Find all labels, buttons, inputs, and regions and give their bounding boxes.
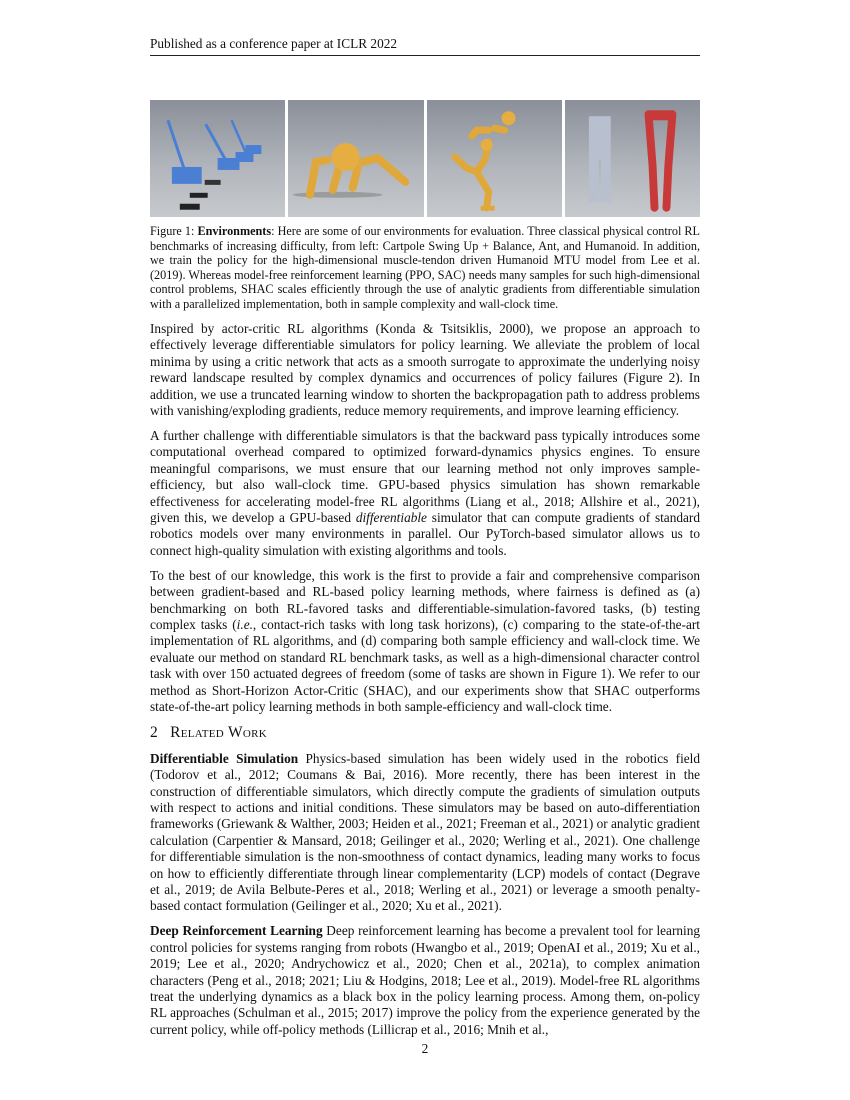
paragraph-title: Deep Reinforcement Learning xyxy=(150,923,323,939)
paragraph: Inspired by actor-critic RL algorithms (Konda & Tsitsiklis, 2000), we propose an approach to effectively leverage differentiable simulators for policy learning. We alleviate the problem of local minima by using a critic network that acts as a smooth surrogate to approximate the underlying noisy reward landscape resulted by complex dynamics and occurrences of policy failures (Figure 2). In addition, we use a truncated learning window to shorten the backpropagation path to address problems with vanishing/exploding gradients, reduce memory requirements, and improve learning efficiency. xyxy=(150,321,700,419)
text-span: Physics-based simulation has been widely used in the robotics field (Todorov et al., 2012; Coumans & Bai, 2016). More recently, there has been interest in the construction of differentiable simulators, which directly compute the gradients of simulation outputs with respect to actions and initial conditions. These simulators may be based on auto-differentiation frameworks (Griewank & Walther, 2003; Heiden et al., 2021; Freeman et al., 2021) or analytic gradient calculation (Carpentier & Mansard, 2018; Geilinger et al., 2020; Werling et al., 2021). One challenge for differentiable simulation is the non-smoothness of contact dynamics, leading many works to focus on how to efficiently differentiate through linear complementarity (LCP) models of contact (Degrave et al., 2019; de Avila Belbute-Peres et al., 2018; Werling et al., 2021) or leverage a smooth penalty-based contact formulation (Geilinger et al., 2020; Xu et al., 2021). xyxy=(150,750,701,914)
page-number: 2 xyxy=(421,1041,429,1056)
text-span: , contact-rich tasks with long task horizons), (c) comparing to the state-of-the-art implementation of RL algorithms, and (d) comparing both sample efficiency and wall-clock time. We evaluate our method on standard RL benchmark tasks, as well as a high-dimensional character control task with over 150 actuated degrees of freedom (some of tasks are shown in Figure 1). We refer to our method as Short-Horizon Actor-Critic (SHAC), and our experiments show that SHAC outperforms state-of-the-art policy learning methods in both sample-efficiency and wall-clock time. xyxy=(150,616,700,714)
ant-illustration xyxy=(288,100,423,217)
paragraph xyxy=(150,568,700,716)
humanoid-image xyxy=(427,100,562,217)
header-rule xyxy=(150,55,700,56)
emphasis: i.e. xyxy=(236,616,253,632)
section-title: Related Work xyxy=(170,724,267,742)
body-text xyxy=(150,321,700,1047)
caption-text: : Here are some of our environments for evaluation. Three classical physical control RL benchmarks of increasing difficulty, from left: Cartpole Swing Up + Balance, Ant, and Humanoid. In addition, we train the policy for the high-dimensional muscle-tendon driven Humanoid MTU model from Lee et al. (2019). Whereas model-free reinforcement learning (PPO, SAC) needs many samples for such high-dimensional control problems, SHAC scales efficiently through the use of analytic gradients from differentiable simulation with a parallelized implementation, both in sample complexity and wall-clock time. xyxy=(150,224,700,311)
cartpole-illustration xyxy=(150,100,285,217)
paragraph xyxy=(150,428,700,559)
text-span: To the best of our knowledge, this work is the first to provide a fair and comprehensive comparison between gradient-based and RL-based policy learning methods, where fairness is defined as (a) benchmarking on both RL-favored tasks and differentiable-simulation-favored tasks, (b) testing complex tasks ( xyxy=(150,567,700,632)
paragraph xyxy=(150,923,700,1038)
text-span: A further challenge with differentiable simulators is that the backward pass typically introduces some computational overhead compared to optimized forward-dynamics physics engines. To ensure meaningful comparisons, we must ensure that our learning method not only improves sample-efficiency, but also wall-clock time. GPU-based physics simulation has shown remarkable effectiveness for accelerating model-free RL algorithms (Liang et al., 2018; Allshire et al., 2021), given this, we develop a GPU-based xyxy=(150,427,700,525)
humanoid-mtu-image xyxy=(565,100,700,217)
emphasis: differentiable xyxy=(355,509,427,525)
text-span: simulator that can compute gradients of standard robotics models over many environments in parallel. Our PyTorch-based simulator allows us to connect high-quality simulation with existing algorithms and tools. xyxy=(150,509,700,558)
cartpole-image xyxy=(150,100,285,217)
ant-image xyxy=(288,100,423,217)
section-heading xyxy=(150,725,700,741)
section-number: 2 xyxy=(150,724,159,742)
paragraph-title: Differentiable Simulation xyxy=(150,750,299,766)
figure-1 xyxy=(150,100,700,217)
text-span: Deep reinforcement learning has become a prevalent tool for learning control policies for systems ranging from robots (Hwangbo et al., 2019; OpenAI et al., 2019; Xu et al., 2019; Lee et al., 2020; Andrychowicz et al., 2020; Chen et al., 2021a), to complex animation characters (Peng et al., 2018; 2021; Liu & Hodgins, 2018; Lee et al., 2019). Model-free RL algorithms treat the underlying dynamics as a black box in the policy learning process. Among them, on-policy RL approaches (Schulman et al., 2015; 2017) improve the policy from the experience generated by the current policy, while off-policy methods (Lillicrap et al., 2016; Mnih et al., xyxy=(150,923,701,1037)
humanoid-mtu-illustration xyxy=(565,100,700,217)
caption-label: Figure 1: xyxy=(150,224,195,238)
running-header: Published as a conference paper at ICLR 2022 xyxy=(150,36,398,51)
paragraph xyxy=(150,751,700,915)
caption-title: Environments xyxy=(197,224,272,238)
humanoid-illustration xyxy=(427,100,562,217)
figure-caption xyxy=(150,224,700,312)
